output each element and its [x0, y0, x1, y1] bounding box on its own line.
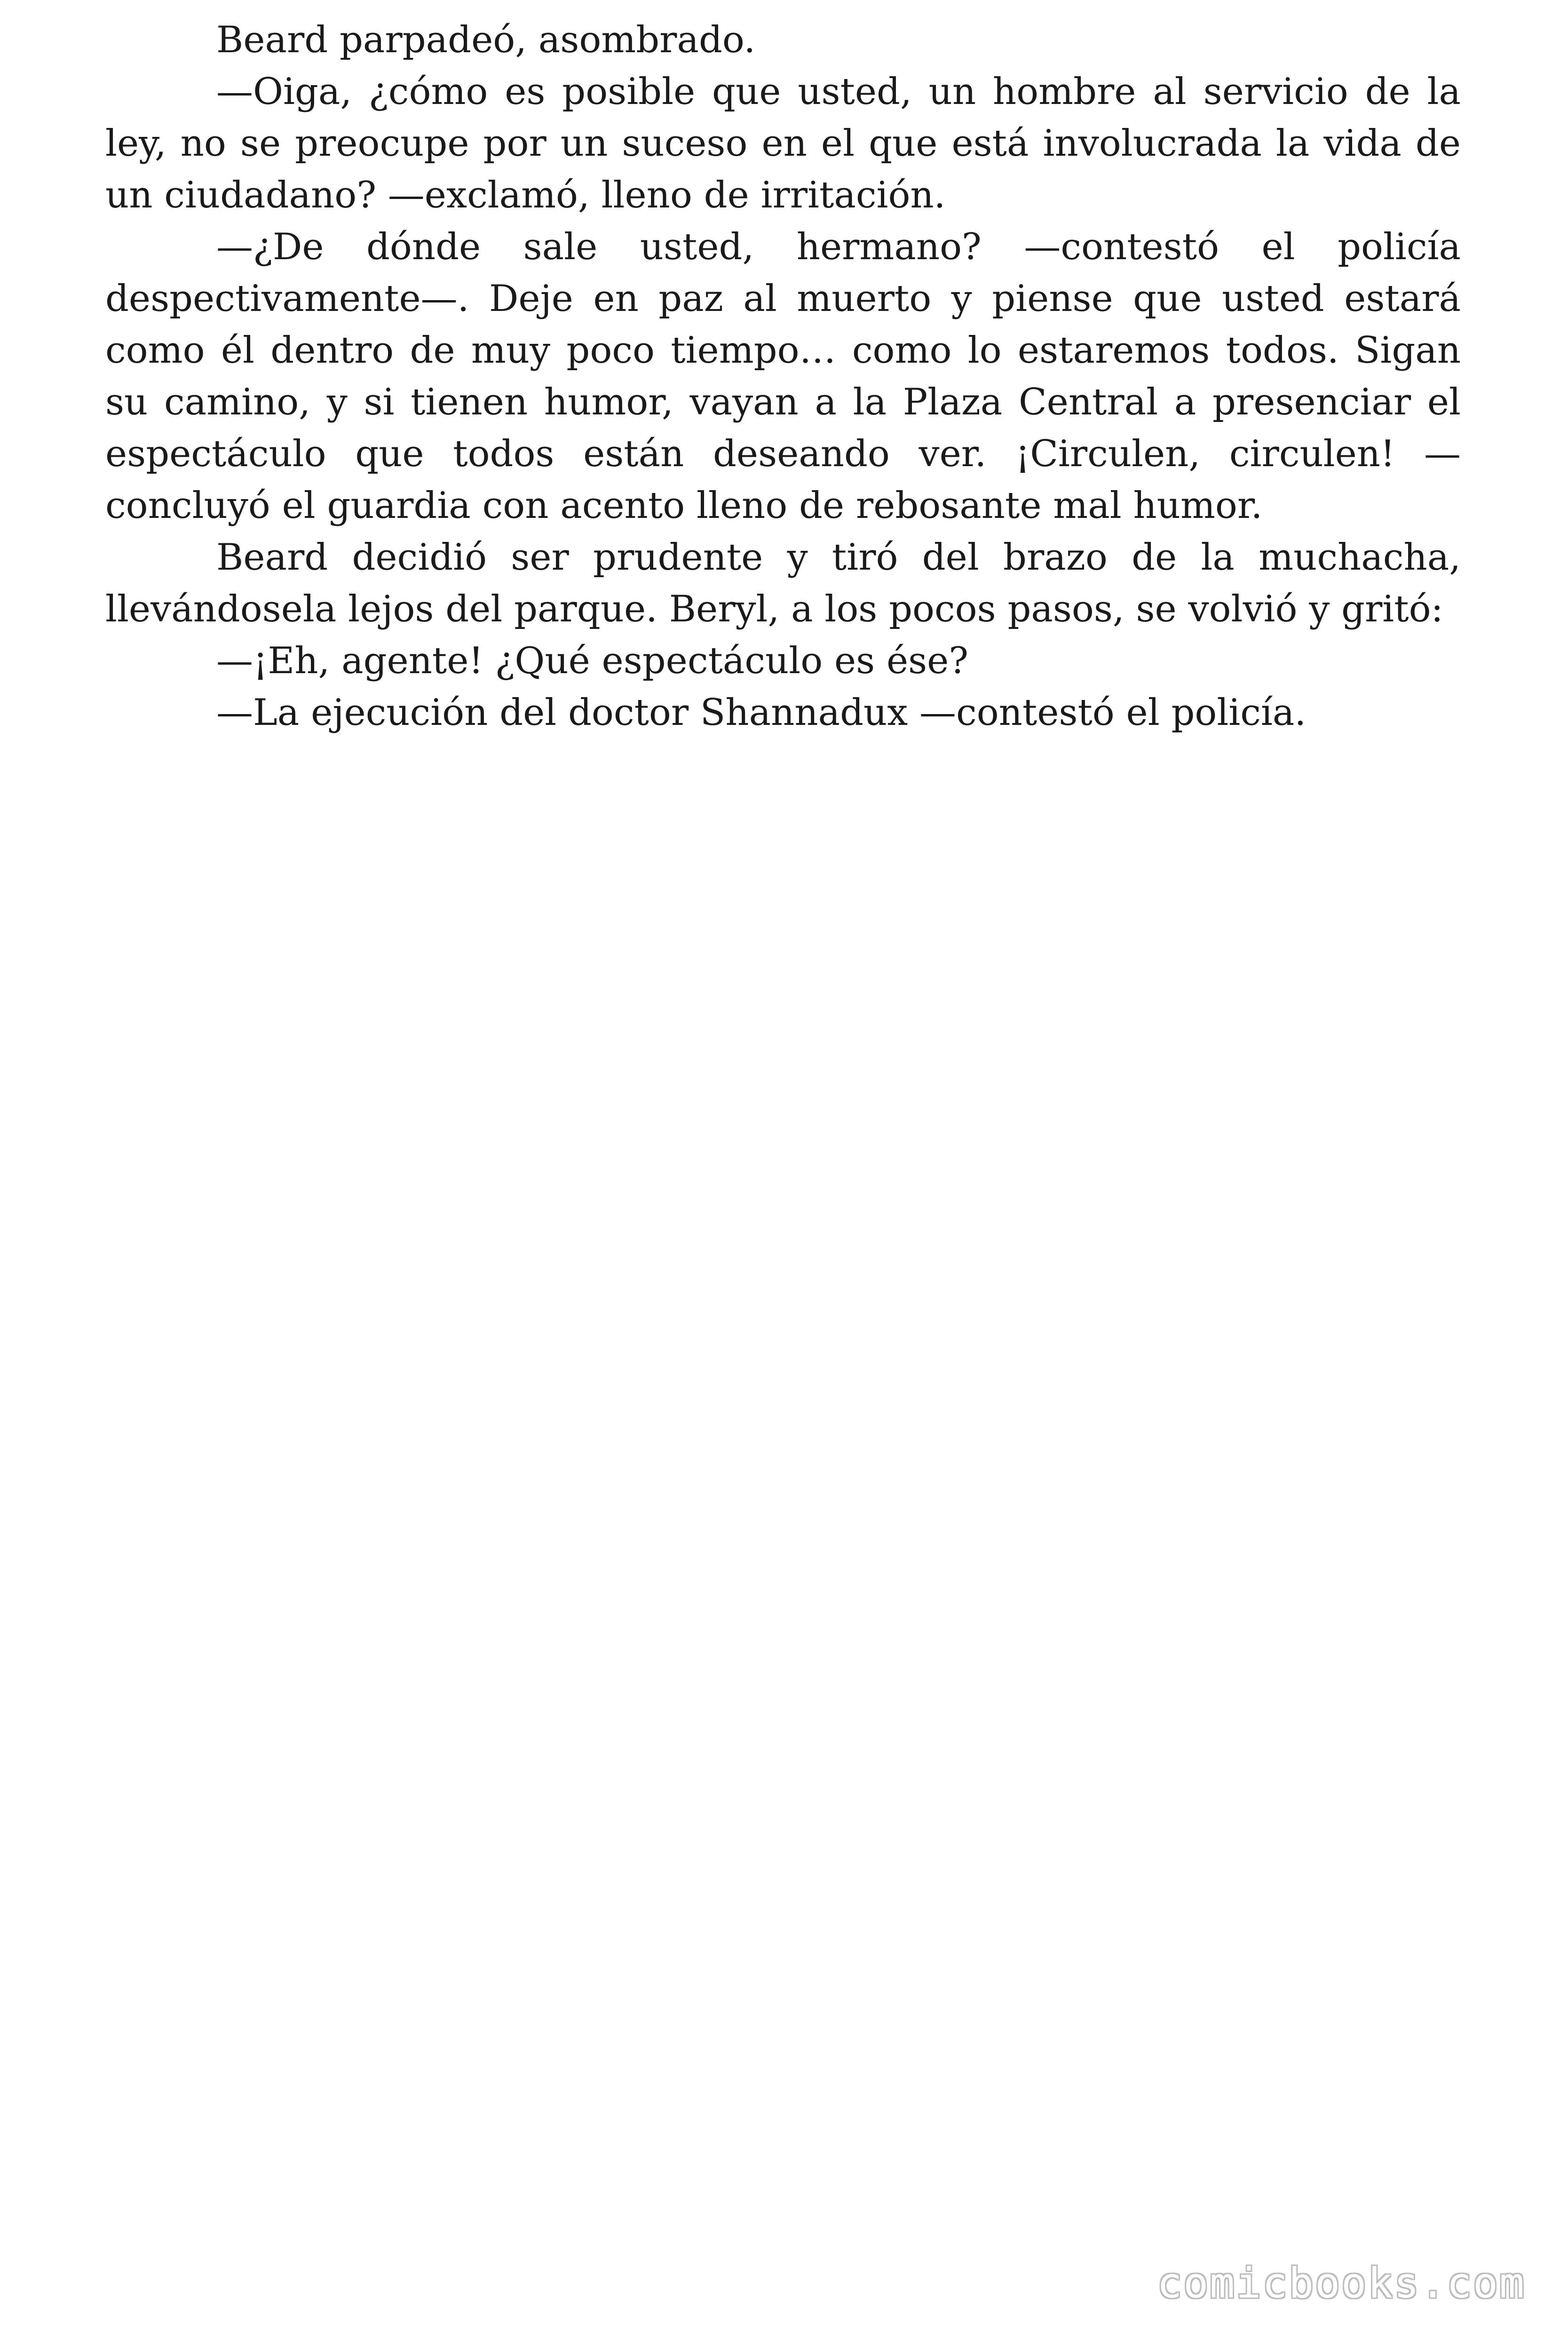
paragraph-2: —Oiga, ¿cómo es posible que usted, un hombre al servicio de la ley, no se preocupe por un suceso en el que está involucrada la vida de un ciudadano? —exclamó, lleno de irritación.: [105, 71, 1461, 216]
paragraph-5: —¡Eh, agente! ¿Qué espectáculo es ése?: [216, 640, 969, 682]
paragraph-1: Beard parpadeó, asombrado.: [216, 19, 756, 61]
paragraph-4: Beard decidió ser prudente y tiró del brazo de la muchacha, llevándosela lejos del parque. Beryl, a los pocos pasos, se volvió y gritó:: [105, 536, 1461, 630]
paragraph-3: —¿De dónde sale usted, hermano? —contestó el policía despectivamente—. Deje en paz al muerto y piense que usted estará como él dentro de muy poco tiempo… como lo estaremos todos. Sigan su camino, y si tienen humor, vayan a la Plaza Central a presenciar el espectáculo que todos están deseando ver. ¡Circulen, circulen! —concluyó el guardia con acento lleno de rebosante mal humor.: [105, 226, 1461, 527]
paragraph-6: —La ejecución del doctor Shannadux —contestó el policía.: [216, 691, 1307, 734]
page-text: [105, 14, 1461, 739]
watermark-logo: comicbooks.com: [1157, 2259, 1526, 2307]
